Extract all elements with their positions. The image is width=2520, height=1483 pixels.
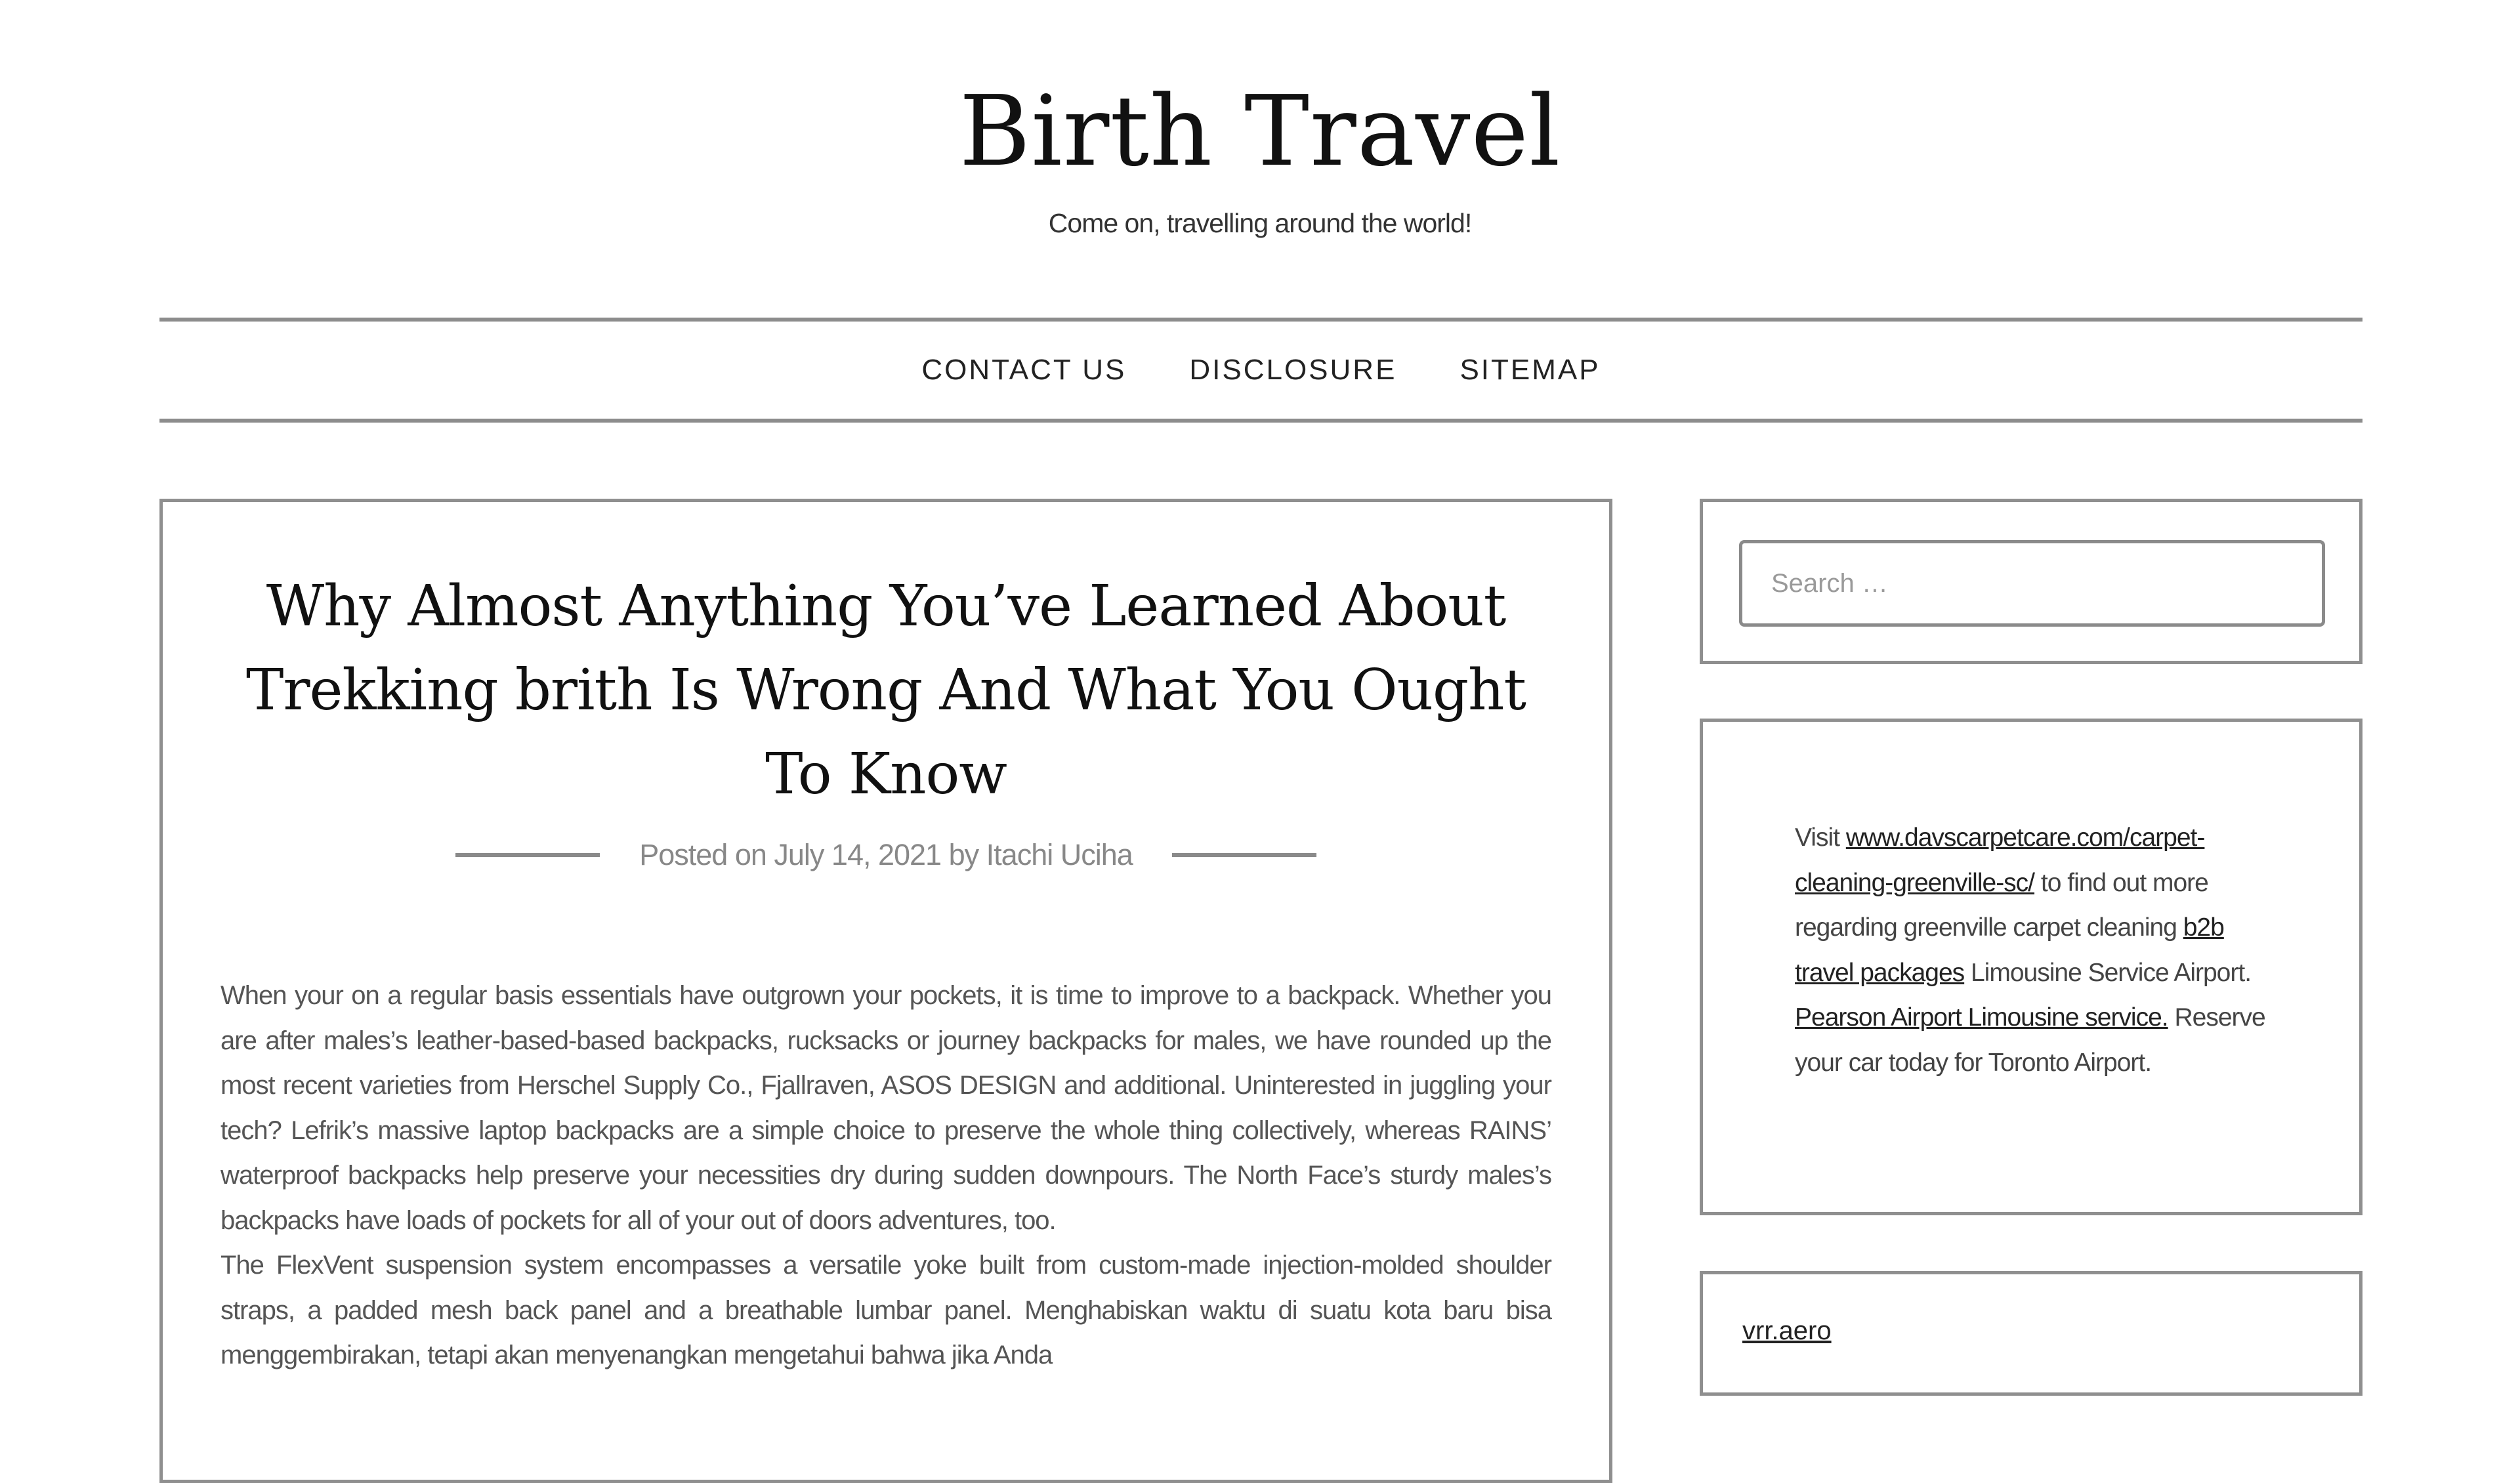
article-content — [220, 973, 1551, 1378]
search-input[interactable] — [1739, 540, 2325, 627]
vrr-aero-link[interactable]: vrr.aero — [1742, 1316, 1832, 1345]
meta-by: by — [948, 838, 979, 871]
meta-divider-left — [455, 853, 600, 857]
text-widget-copy-3: Reserve your car today for Toronto Airport. — [1795, 1003, 2265, 1077]
links-widget — [1700, 1271, 2362, 1396]
article-meta — [163, 835, 1609, 875]
visit-label: Visit — [1795, 824, 1839, 852]
text-widget-content — [1795, 816, 2280, 1085]
meta-text — [639, 838, 1133, 872]
nav-item-contact-us[interactable]: CONTACT US — [921, 354, 1127, 386]
main-navigation — [159, 318, 2362, 423]
article-paragraph: The FlexVent suspension system encompasses a versatile yoke built from custom-made injection-molded shoulder straps, a padded mesh back panel and a breathable lumbar panel. Menghabiskan waktu di suatu kota baru bisa menggembirakan, tetapi akan menyenangkan mengetahui bahwa jika Anda — [220, 1251, 1551, 1369]
site-title[interactable]: Birth Travel — [959, 75, 1561, 188]
author-link[interactable]: Itachi Uciha — [986, 838, 1133, 871]
search-widget — [1700, 499, 2362, 664]
posted-prefix: Posted on — [639, 838, 766, 871]
post-date-link[interactable]: July 14, 2021 — [774, 838, 942, 871]
nav-item-disclosure[interactable]: DISCLOSURE — [1189, 354, 1397, 386]
meta-divider-right — [1172, 853, 1316, 857]
text-widget-copy-1: to find out more regarding greenville carpet cleaning — [1795, 868, 2208, 942]
pearson-limo-link[interactable]: Pearson Airport Limousine service. — [1795, 1003, 2168, 1032]
article-paragraph: When your on a regular basis essentials have outgrown your pockets, it is time to improve to a backpack. Whether you are after males’s leather-based-based backpacks, rucksacks or journey backpacks for males, we have rounded up the most recent varieties from Herschel Supply Co., Fjallraven, ASOS DESIGN and additional. Uninterested in juggling your tech? Lefrik’s massive laptop backpacks are a simple choice to preserve the whole thing collectively, whereas RAINS’ waterproof backpacks help preserve your necessities dry during sudden downpours. The North Face’s sturdy males’s backpacks have loads of pockets for all of your out of doors adventures, too. — [220, 981, 1551, 1235]
carpet-cleaning-link[interactable]: www.davscarpetcare.com/carpet-cleaning-greenville-sc/ — [1795, 824, 2205, 897]
site-tagline: Come on, travelling around the world! — [1048, 208, 1472, 238]
text-widget — [1700, 719, 2362, 1215]
article-title: Why Almost Anything You’ve Learned About Trekking brith Is Wrong And What You Ought To Know — [246, 574, 1526, 807]
nav-item-sitemap[interactable]: SITEMAP — [1460, 354, 1601, 386]
b2b-travel-link[interactable]: b2b travel packages — [1795, 913, 2224, 987]
article — [159, 499, 1612, 1483]
text-widget-copy-2: Limousine Service Airport. — [1964, 958, 2252, 987]
